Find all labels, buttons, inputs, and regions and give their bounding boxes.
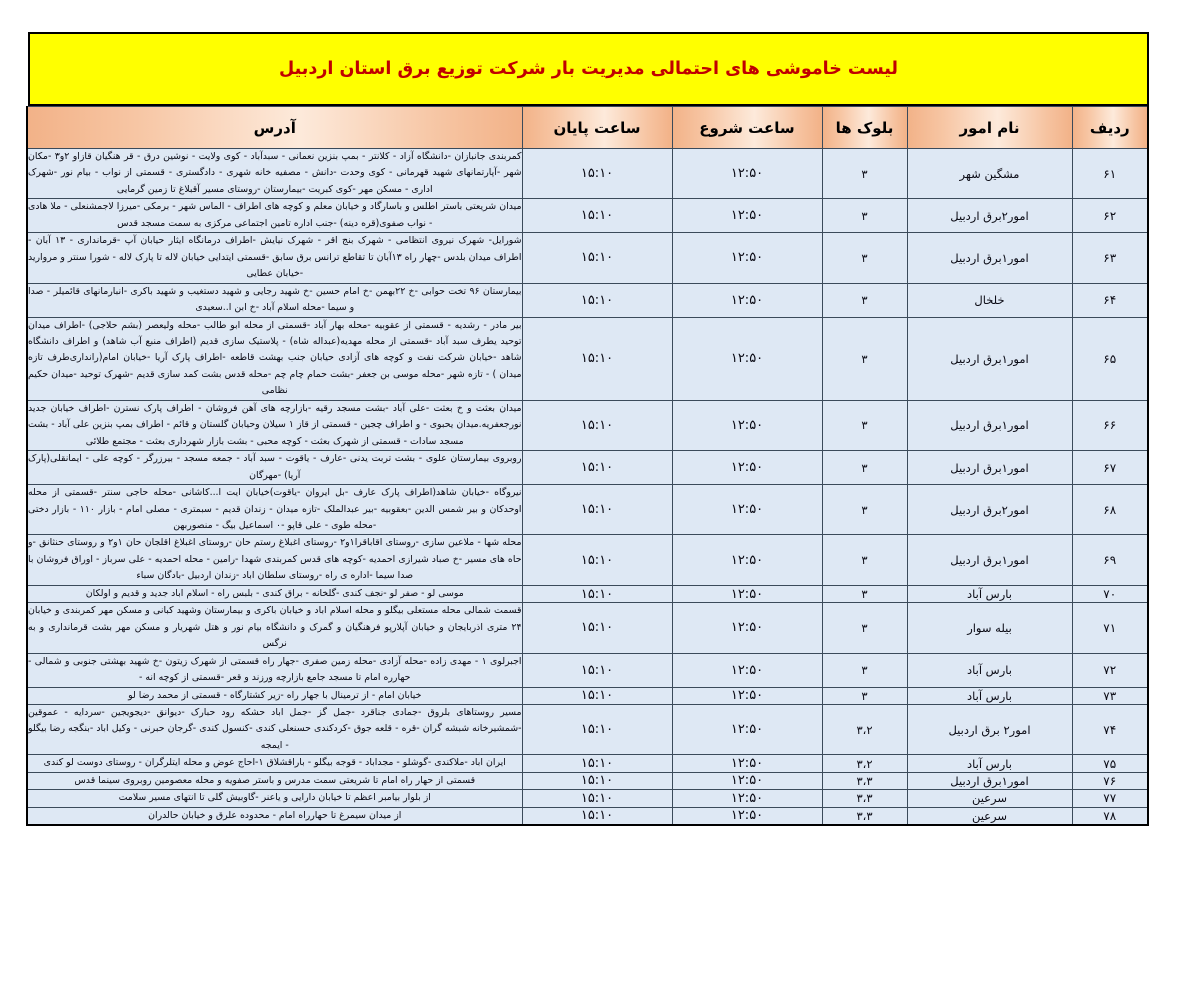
cell-address: میدان شریعتی باستر اطلس و باسارگاد و خیابان معلم و کوچه های اطراف - الماس شهر - برمکی -میرزا لاجمشنعلی - ملا هادی - نواب صفوی(قره دینه) -جنب اداره تامین اجتماعی مرکزی به سمت مسجد قدس — [27, 199, 522, 233]
cell-amoor: بارس آباد — [907, 755, 1072, 772]
table-row — [27, 283, 1148, 317]
cell-row_no: ۷۱ — [1072, 603, 1148, 653]
cell-blocks: ۳ — [822, 535, 907, 585]
cell-address: نیروگاه -خیابان شاهد(اطراف پارک عارف -بل ایروان -یاقوت)خیابان ایت ا...کاشانی -محله حاجی سنتر -قسمتی از محله اوحدکان و بیر شمس الدین -بعقوبیه -بیر عبدالملک -تازه میدان - زندان قدیم - سبمتری - مصلی امام - بازار ۱۱۰ - بازار دختی -محله طوی - علی قاپو -۰ اسماعیل بیگ - منصوربهن — [27, 485, 522, 535]
table-row — [27, 603, 1148, 653]
cell-end-time: ۱۵:۱۰ — [522, 451, 672, 485]
cell-start-time: ۱۲:۵۰ — [672, 233, 822, 283]
table-row — [27, 704, 1148, 754]
cell-end-time: ۱۵:۱۰ — [522, 585, 672, 602]
column-header-blocks: بلوک ها — [822, 107, 907, 149]
cell-row_no: ۶۹ — [1072, 535, 1148, 585]
cell-blocks: ۳،۳ — [822, 807, 907, 825]
cell-blocks: ۳ — [822, 687, 907, 704]
cell-end-time: ۱۵:۱۰ — [522, 233, 672, 283]
cell-end-time: ۱۵:۱۰ — [522, 687, 672, 704]
cell-amoor: بارس آباد — [907, 687, 1072, 704]
table-row — [27, 485, 1148, 535]
cell-amoor: امور۲ برق اردبیل — [907, 704, 1072, 754]
cell-start-time: ۱۲:۵۰ — [672, 485, 822, 535]
cell-start-time: ۱۲:۵۰ — [672, 400, 822, 450]
cell-address: کمربندی جانبازان -دانشگاه آزاد - کلانتر - بمپ بنزین نعمانی - سبدآباد - کوی ولایت - نوشین درق - قر هنگیان قازاو ۲و۳ -مکان شهر -آپارتمانهای شهید قهرمانی - کوی وحدت -دانش - مصفیه خانه شهری - دادگستری - قسمتی از نواب - بیام نور -شهرک اداری - مسکن مهر -کوی کبریت -بیمارستان -روستای مسیر آقبلاغ تا زمین گرمایی — [27, 149, 522, 199]
cell-amoor: امور۱برق اردبیل — [907, 233, 1072, 283]
cell-row_no: ۷۳ — [1072, 687, 1148, 704]
outage-schedule-sheet — [28, 32, 1149, 826]
cell-address: بیر مادر - رشدیه - قسمتی از عقوبیه -محله بهار آباد -قسمتی از محله ابو طالب -محله ولیعصر (بشم حلاجی) -اطراف میدان توحید یطرف سبد آباد -قسمتی از محله مهدیه(عبداله شاه) - پلاستیک سازی قدیم (اطراف منبع آب شاهد) و اطراف دانشگاه شاهد -خیابان شرکت نفت و کوچه های آزادی حیابان جنب بهشت قاطعه -اطراف پارک آریا -خیابان امام(رانداری‌طرف تازه میدان ) - تازه شهر -محله موسی بن جعفر -بشت حمام چام چم -محله قدس بشت کمد سازی قدیم -شهرک توحید -میدان حکیم نظامی — [27, 317, 522, 400]
cell-start-time: ۱۲:۵۰ — [672, 653, 822, 687]
cell-address: اجبرلوی ۱ - مهدی زاده -محله آزادی -محله زمین صفری -جهار راه قسمتی از شهرک زیتون -خ شهید بهشتی جنوبی و شمالی - حهارره امام تا مسجد جامع بازارچه ورزند و قعر -قسمتی از کوچه انه - — [27, 653, 522, 687]
cell-address: قسمتی از حهار راه امام تا شریعتی سمت مدرس و باستر صفویه و محله معصومین روبروی سینما قدس — [27, 772, 522, 789]
table-row — [27, 317, 1148, 400]
cell-blocks: ۳ — [822, 283, 907, 317]
cell-address: خیابان امام - از ترمینال با جهار راه -زیر کشتارگاه - قسمتی از محمد رضا لو — [27, 687, 522, 704]
cell-amoor: خلخال — [907, 283, 1072, 317]
cell-amoor: امور۱برق اردبیل — [907, 772, 1072, 789]
cell-address: روبروی بیمارستان علوی - بشت تربت یدنی -عارف - یاقوت - سبد آباد - جمعه مسجد - بیرزرگر - کوچه علی - ایمانقلی(پارک آریا) -مهرگان — [27, 451, 522, 485]
cell-blocks: ۳،۳ — [822, 790, 907, 807]
column-header-amoor: نام امور — [907, 107, 1072, 149]
cell-start-time: ۱۲:۵۰ — [672, 585, 822, 602]
outage-table — [26, 106, 1149, 826]
table-row — [27, 535, 1148, 585]
cell-end-time: ۱۵:۱۰ — [522, 199, 672, 233]
cell-end-time: ۱۵:۱۰ — [522, 400, 672, 450]
table-header — [27, 107, 1148, 149]
cell-amoor: امور۲برق اردبیل — [907, 199, 1072, 233]
cell-end-time: ۱۵:۱۰ — [522, 535, 672, 585]
cell-amoor: امور۱برق اردبیل — [907, 400, 1072, 450]
cell-start-time: ۱۲:۵۰ — [672, 149, 822, 199]
cell-amoor: امور۱برق اردبیل — [907, 317, 1072, 400]
cell-blocks: ۳ — [822, 451, 907, 485]
cell-blocks: ۳ — [822, 149, 907, 199]
title-banner — [28, 32, 1149, 106]
cell-end-time: ۱۵:۱۰ — [522, 485, 672, 535]
cell-address: موسی لو - صفر لو -نجف کندی -گلخانه - براق کندی - بلبس راه - اسلام اباد جدید و قدیم و اولکان — [27, 585, 522, 602]
cell-start-time: ۱۲:۵۰ — [672, 790, 822, 807]
cell-start-time: ۱۲:۵۰ — [672, 687, 822, 704]
cell-row_no: ۶۶ — [1072, 400, 1148, 450]
cell-address: مسیر روستاهای بلروق -جمادی جناقرد -جمل گز -جمل اباد حشکه رود حبارک -دیوانق -دیجویجین -سردایه - عموقین -شمشیرخانه شبشه گران -قره - قلعه جوق -کردکندی حسنعلی کندی -کنسول کندی -گرجان حبرنی - وکیل اباد -بنگجه رضا بیگلو - ایمجه — [27, 704, 522, 754]
cell-amoor: امور۱برق اردبیل — [907, 451, 1072, 485]
cell-start-time: ۱۲:۵۰ — [672, 807, 822, 825]
cell-row_no: ۶۸ — [1072, 485, 1148, 535]
cell-end-time: ۱۵:۱۰ — [522, 603, 672, 653]
cell-row_no: ۶۷ — [1072, 451, 1148, 485]
table-row — [27, 790, 1148, 807]
cell-address: از میدان سیمرغ تا حهارراه امام - محدوده علرق و خیابان حالدران — [27, 807, 522, 825]
cell-end-time: ۱۵:۱۰ — [522, 807, 672, 825]
cell-row_no: ۶۵ — [1072, 317, 1148, 400]
cell-start-time: ۱۲:۵۰ — [672, 535, 822, 585]
table-row — [27, 451, 1148, 485]
cell-row_no: ۶۴ — [1072, 283, 1148, 317]
table-body — [27, 149, 1148, 826]
cell-end-time: ۱۵:۱۰ — [522, 704, 672, 754]
cell-start-time: ۱۲:۵۰ — [672, 283, 822, 317]
table-row — [27, 653, 1148, 687]
cell-row_no: ۷۶ — [1072, 772, 1148, 789]
cell-row_no: ۷۷ — [1072, 790, 1148, 807]
cell-address: قسمت شمالی محله مستعلی بیگلو و محله اسلام اباد و خیابان باکری و بیمارستان وشهید کبانی و مسکن مهر کمربندی و خیابان ۲۴ متری اذربایجان و خیابان آپلارپو فرهنگیان و گمرک و دانشگاه بیام نور و هتل شهریار و مسکن مهر بشت قرمانداری و به نرگس — [27, 603, 522, 653]
cell-end-time: ۱۵:۱۰ — [522, 755, 672, 772]
cell-blocks: ۳ — [822, 400, 907, 450]
table-row — [27, 807, 1148, 825]
cell-amoor: امور۱برق اردبیل — [907, 535, 1072, 585]
cell-end-time: ۱۵:۱۰ — [522, 283, 672, 317]
cell-row_no: ۶۲ — [1072, 199, 1148, 233]
cell-start-time: ۱۲:۵۰ — [672, 317, 822, 400]
table-row — [27, 687, 1148, 704]
cell-row_no: ۶۳ — [1072, 233, 1148, 283]
cell-blocks: ۳ — [822, 199, 907, 233]
cell-end-time: ۱۵:۱۰ — [522, 653, 672, 687]
cell-amoor: بارس آباد — [907, 653, 1072, 687]
cell-start-time: ۱۲:۵۰ — [672, 603, 822, 653]
column-header-end-time: ساعت پایان — [522, 107, 672, 149]
cell-amoor: امور۲برق اردبیل — [907, 485, 1072, 535]
cell-row_no: ۶۱ — [1072, 149, 1148, 199]
cell-row_no: ۷۸ — [1072, 807, 1148, 825]
cell-blocks: ۳،۳ — [822, 772, 907, 789]
cell-amoor: مشگین شهر — [907, 149, 1072, 199]
cell-blocks: ۳ — [822, 585, 907, 602]
cell-amoor: بیله سوار — [907, 603, 1072, 653]
cell-blocks: ۳ — [822, 485, 907, 535]
cell-address: محله شها - ملاعین سازی -روستای اقاباقرا۱و۲ -روستای اغبلاغ رستم حان -روستای اغبلاغ اقلجان حان ۱و۲ و روستای حنثانق -و حاه های مسیر -خ صباد شیرازی احمدیه -کوچه های قدس کمربندی شهدا -رامین - محله احمدیه - علی سرباز - اوراق فروشان با صدا سیما -اداره ی راه -روستای سلطان اباد -زندان اردبیل -بادگان سباء — [27, 535, 522, 585]
table-row — [27, 772, 1148, 789]
column-header-start-time: ساعت شروع — [672, 107, 822, 149]
table-row — [27, 199, 1148, 233]
table-row — [27, 149, 1148, 199]
page-title: لیست خاموشی های احتمالی مدیریت بار شرکت توزیع برق استان اردبیل — [279, 59, 898, 79]
cell-end-time: ۱۵:۱۰ — [522, 149, 672, 199]
table-row — [27, 585, 1148, 602]
cell-start-time: ۱۲:۵۰ — [672, 772, 822, 789]
cell-row_no: ۷۵ — [1072, 755, 1148, 772]
table-row — [27, 233, 1148, 283]
table-row — [27, 755, 1148, 772]
cell-end-time: ۱۵:۱۰ — [522, 772, 672, 789]
cell-blocks: ۳ — [822, 653, 907, 687]
cell-end-time: ۱۵:۱۰ — [522, 790, 672, 807]
cell-address: بیمارستان ۹۶ تخت حوابی -خ ۲۲بهمن -خ امام حسین -خ شهید رجایی و شهید دستغیب و شهید باکری -انبارمانهای قائمیلر - صدا و سیما -محله اسلام آباد -خ ابن ا..سعیدی — [27, 283, 522, 317]
cell-address: ایران اباد -ملاکندی -گوشلو - مجداباد - قوجه بیگلو - باراقشلاق ۱-احاج عوض و محله ایتلرگران - روستای دوست لو کندی — [27, 755, 522, 772]
cell-start-time: ۱۲:۵۰ — [672, 451, 822, 485]
table-row — [27, 400, 1148, 450]
cell-blocks: ۳،۲ — [822, 755, 907, 772]
cell-amoor: سرعین — [907, 790, 1072, 807]
cell-row_no: ۷۲ — [1072, 653, 1148, 687]
cell-address: میدان بعثت و خ بعثت -علی آباد -بشت مسجد رقیه -بازارچه های آهن فروشان - اطراف پارک نسترن -اطراف خیابان جدید نورجعفریه.میدان یحبوی - و اطراف چجین - قسمتی از قاز ۱ سیلان وحیابان گلستان و قائم - اطراف بمپ بنزین علی آباد - بشت مسجد سادات - قسمتی از شهرک بعثت - کوچه محبی - بشت بازار شهرداری بعثت - مجتمع طلائی — [27, 400, 522, 450]
cell-row_no: ۷۴ — [1072, 704, 1148, 754]
table-header-row — [27, 107, 1148, 149]
cell-row_no: ۷۰ — [1072, 585, 1148, 602]
column-header-row-no: ردیف — [1072, 107, 1148, 149]
cell-amoor: بارس آباد — [907, 585, 1072, 602]
cell-blocks: ۳ — [822, 317, 907, 400]
cell-blocks: ۳ — [822, 603, 907, 653]
cell-start-time: ۱۲:۵۰ — [672, 199, 822, 233]
cell-start-time: ۱۲:۵۰ — [672, 755, 822, 772]
cell-amoor: سرعین — [907, 807, 1072, 825]
cell-start-time: ۱۲:۵۰ — [672, 704, 822, 754]
cell-address: از بلوار بیامبر اعظم تا خیابان دارایی و یاعنر -گاوبیش گلی تا انتهای مسیر سلامت — [27, 790, 522, 807]
cell-blocks: ۳،۲ — [822, 704, 907, 754]
cell-blocks: ۳ — [822, 233, 907, 283]
column-header-address: آدرس — [27, 107, 522, 149]
cell-address: شورایل- شهرک نیروی انتظامی - شهرک بنج اقر - شهرک نیایش -اطراف درمانگاه ایثار حیابان آپ -قرمانداری - ۱۳ آبان - اطراف میدان بلدس -چهار راه ۱۳آبان تا تقاطع ترانس برق سابق -قسمتی ایتدایی خیابان لاله تا پارک لاله - شورا سنتر و مروارید -خیابان عطایی — [27, 233, 522, 283]
cell-end-time: ۱۵:۱۰ — [522, 317, 672, 400]
